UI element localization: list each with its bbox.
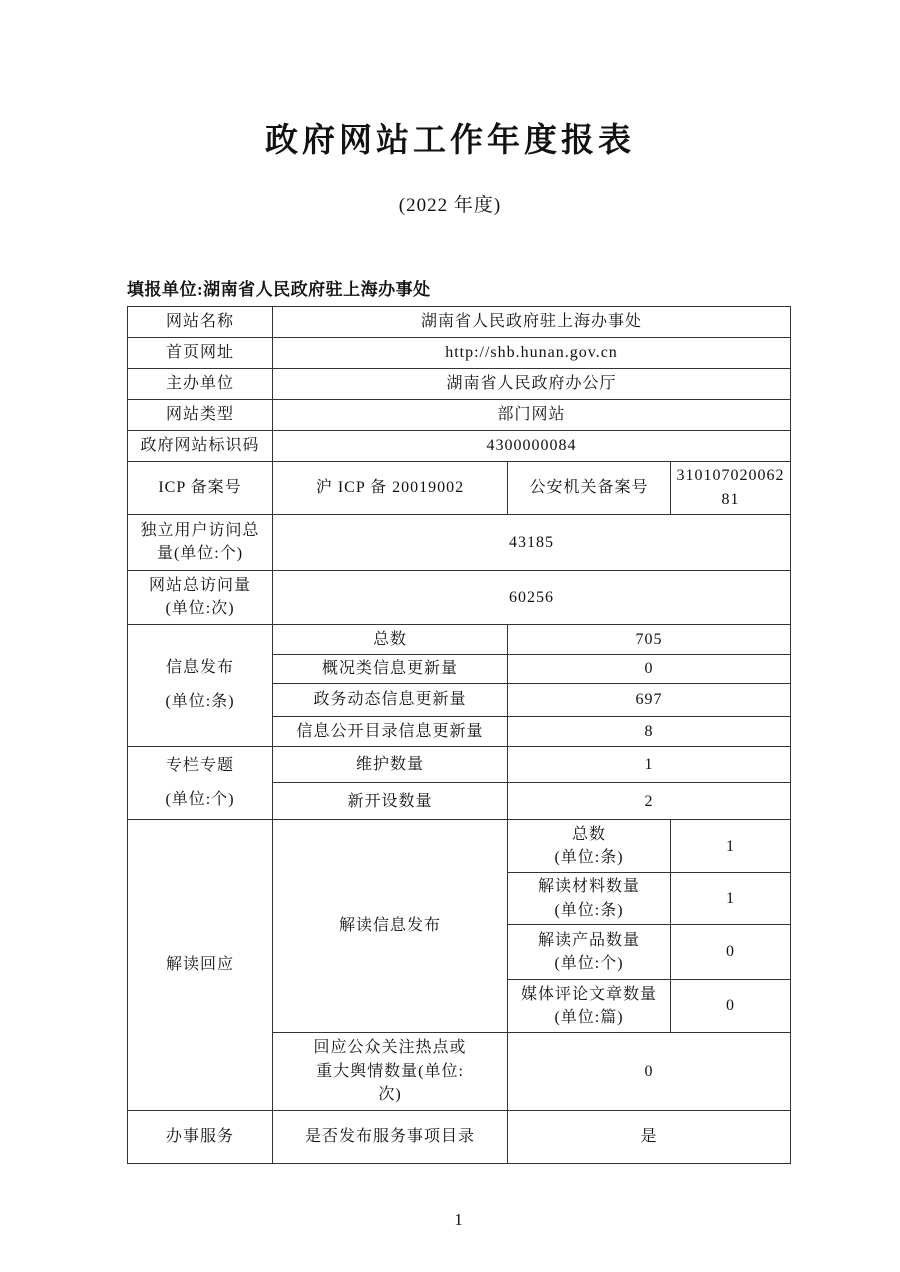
unique-visitors-label: 独立用户访问总量(单位:个)	[128, 514, 273, 570]
table-row	[128, 746, 791, 783]
interpretation-release-label: 解读信息发布	[273, 820, 508, 1032]
report-year-subtitle: (2022 年度)	[398, 194, 502, 216]
info-release-row-label: 总数	[273, 624, 508, 654]
table-row	[128, 1110, 791, 1163]
organizer-value: 湖南省人民政府办公厅	[273, 368, 791, 399]
unique-visitors-value: 43185	[273, 514, 791, 570]
services-row-value: 是	[508, 1110, 791, 1163]
table-row	[128, 430, 791, 461]
police-record-label: 公安机关备案号	[508, 461, 671, 514]
police-record-value: 31010702006281	[671, 461, 791, 514]
table-row	[128, 570, 791, 624]
interpretation-sub-label: 解读材料数量 (单位:条)	[508, 873, 671, 924]
info-release-row-value: 705	[508, 624, 791, 654]
services-section-label: 办事服务	[128, 1110, 273, 1163]
info-release-row-value: 697	[508, 683, 791, 716]
table-row	[128, 514, 791, 570]
public-response-value: 0	[508, 1032, 791, 1110]
site-name-value: 湖南省人民政府驻上海办事处	[273, 306, 791, 337]
page-number: 1	[454, 1209, 463, 1229]
interpretation-sub-value: 1	[671, 820, 791, 873]
columns-topics-row-value: 2	[508, 783, 791, 820]
total-visits-value: 60256	[273, 570, 791, 624]
interpretation-sub-value: 0	[671, 979, 791, 1032]
site-code-value: 4300000084	[273, 430, 791, 461]
table-row	[128, 461, 791, 514]
interpretation-sub-label: 解读产品数量 (单位:个)	[508, 924, 671, 979]
info-release-section-label: 信息发布 (单位:条)	[128, 624, 273, 746]
table-row	[128, 399, 791, 430]
annual-report-table	[127, 306, 791, 1164]
info-release-row-label: 信息公开目录信息更新量	[273, 716, 508, 746]
info-release-row-label: 政务动态信息更新量	[273, 683, 508, 716]
columns-topics-section-label: 专栏专题 (单位:个)	[128, 746, 273, 820]
columns-topics-row-value: 1	[508, 746, 791, 783]
home-url-value: http://shb.hunan.gov.cn	[273, 337, 791, 368]
public-response-label: 回应公众关注热点或重大舆情数量(单位:次)	[273, 1032, 508, 1110]
reporting-unit-line	[127, 275, 900, 300]
services-row-label: 是否发布服务事项目录	[273, 1110, 508, 1163]
interpretation-sub-label: 媒体评论文章数量 (单位:篇)	[508, 979, 671, 1032]
reporting-unit-label: 填报单位:	[127, 279, 204, 299]
interpretation-sub-value: 1	[671, 873, 791, 924]
interpretation-sub-label: 总数 (单位:条)	[508, 820, 671, 873]
site-name-label: 网站名称	[128, 306, 273, 337]
table-row	[128, 624, 791, 654]
total-visits-label: 网站总访问量 (单位:次)	[128, 570, 273, 624]
interpretation-sub-value: 0	[671, 924, 791, 979]
site-code-label: 政府网站标识码	[128, 430, 273, 461]
page-title: 政府网站工作年度报表	[265, 121, 635, 158]
info-release-row-value: 0	[508, 654, 791, 683]
home-url-label: 首页网址	[128, 337, 273, 368]
site-type-label: 网站类型	[128, 399, 273, 430]
table-row	[128, 368, 791, 399]
info-release-row-value: 8	[508, 716, 791, 746]
table-row	[128, 306, 791, 337]
table-row	[128, 820, 791, 873]
reporting-unit-value: 湖南省人民政府驻上海办事处	[203, 279, 431, 299]
table-row	[128, 337, 791, 368]
organizer-label: 主办单位	[128, 368, 273, 399]
columns-topics-row-label: 新开设数量	[273, 783, 508, 820]
icp-value: 沪 ICP 备 20019002	[273, 461, 508, 514]
site-type-value: 部门网站	[273, 399, 791, 430]
columns-topics-row-label: 维护数量	[273, 746, 508, 783]
interpretation-section-label: 解读回应	[128, 820, 273, 1110]
icp-label: ICP 备案号	[128, 461, 273, 514]
info-release-row-label: 概况类信息更新量	[273, 654, 508, 683]
